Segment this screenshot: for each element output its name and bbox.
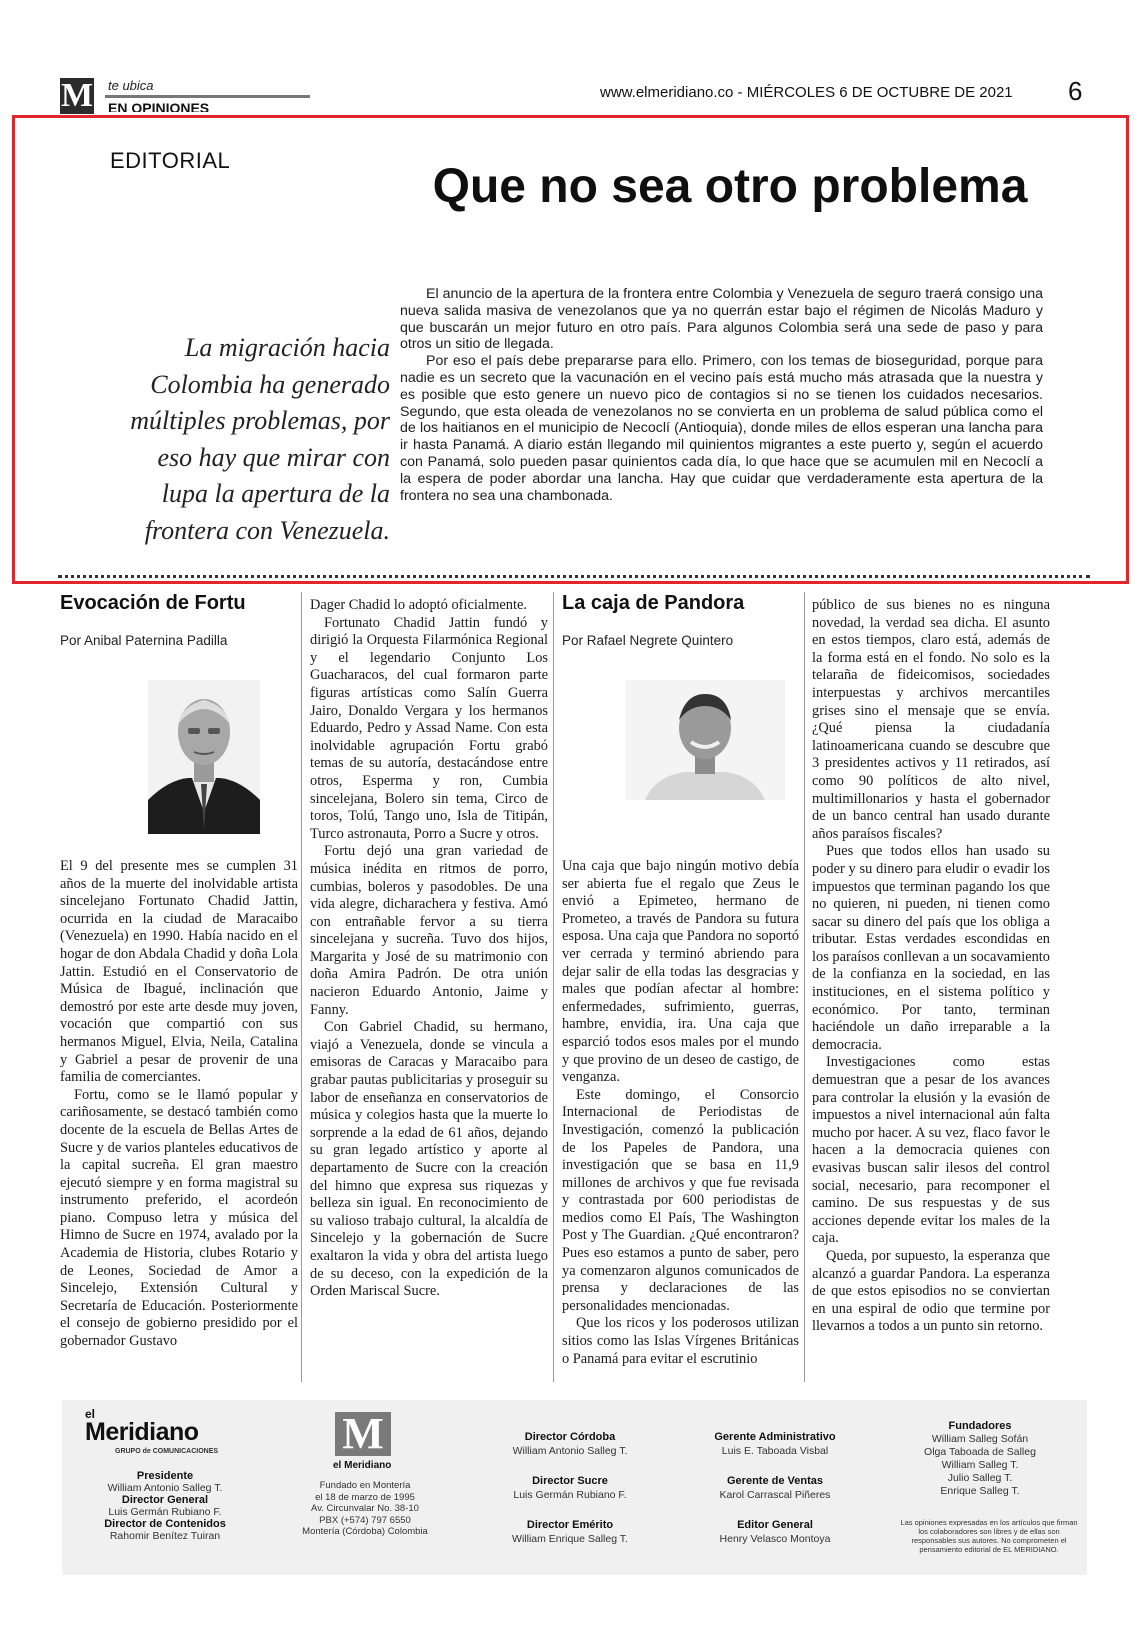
staff-block-mid bbox=[480, 1430, 660, 1546]
founding-line: Fundado en Montería bbox=[319, 1480, 411, 1491]
editorial-paragraph: El anuncio de la apertura de la frontera entre Colombia y Venezuela de seguro traerá consigo una nueva salida masiva de venezolanos que ya no querrán estar bajo el régimen de Nicolás Maduro y que buscarán un mejor futuro en otro país. Para algunos Colombia será una sede de paso y para otros un sitio de llegada. bbox=[400, 286, 1043, 353]
article-column bbox=[812, 597, 1050, 1336]
column-rule bbox=[804, 592, 805, 1382]
founder-name: Julio Salleg T. bbox=[947, 1472, 1013, 1484]
article-column bbox=[310, 597, 548, 1301]
staff-name: William Antonio Salleg T. bbox=[107, 1482, 223, 1494]
article-paragraph: Fortunato Chadid Jattin fundó y dirigió la Orquesta Filarmónica Regional y el legendario Conjunto Los Guacharacos, del cual formaron parte figuras artísticas como Salín Guerra Jairo, Donaldo Vergara y los hermanos Eduardo, Pedro y Assad Name. Con esta inolvidable agrupación Fortu grabó temas de su autoría, destacándose entre otros, Esperma y ron, Cumbia sincelejana, Bolero sin tema, Circo de toros, Tolú, Tango uno, Isla de Titipán, Turco astronauta, Porro a Sucre y otros. bbox=[310, 614, 548, 842]
meridiano-m-logo: M bbox=[335, 1412, 391, 1456]
staff-name: Rahomir Benítez Tuiran bbox=[109, 1530, 221, 1542]
article-paragraph: público de sus bienes no es ninguna novedad, la verdad sea dicha. El asunto en estos tiempos, claro está, además de la forma está en el fondo. No solo es la telaraña de fideicomisos, sociedades interpuestas y archivos mercantiles grises sino el mensaje que se envía. ¿Qué piensa la ciudadanía latinoamericana cuando se descubre que 3 presidentes activos y 11 retirados, así como 90 políticos de alto nivel, multimillonarios y hasta el gobernador de un banco central han usado durante años paraísos fiscales? bbox=[812, 597, 1050, 842]
staff-role: Director de Contenidos bbox=[104, 1518, 226, 1530]
opinion-disclaimer: Las opiniones expresadas en los artículos que firman los colaboradores son libres y de ellas son responsables sus autores. No comprometen el pensamiento editorial de EL MERIDIANO. bbox=[900, 1518, 1078, 1554]
staff-block-left bbox=[75, 1470, 255, 1542]
founding-info bbox=[300, 1480, 430, 1538]
article-column bbox=[562, 858, 799, 1368]
article-paragraph: Investigaciones como estas demuestran que a pesar de los avances para controlar la elusión y la evasión de impuestos a nivel internacional aún falta mucho por hacer. A su vez, flaco favor le hacen a la democracia quienes con evasivas buscan salir ilesos del control social, necesario, para recomponer el camino. De sus respuestas y de sus acciones depende evitar los males de la caja. bbox=[812, 1054, 1050, 1247]
staff-role: Director Córdoba bbox=[524, 1431, 616, 1443]
article-column bbox=[60, 858, 298, 1351]
article-paragraph: Pues que todos ellos han usado su poder y su dinero para eludir o evadir los impuestos que terminan pagando los que no quieren, ni pueden, ni tienen como sacar su dinero del país que los obliga a tributar. Estas verdades escondidas en los paraísos conllevan a un socavamiento de la confianza en la sociedad, en las instituciones, en el sistema político y económico. Por tanto, terminan haciéndole un daño irreparable a la democracia. bbox=[812, 843, 1050, 1053]
founding-line: Montería (Córdoba) Colombia bbox=[302, 1526, 428, 1537]
founding-line: Av. Circunvalar No. 38-10 bbox=[311, 1503, 419, 1514]
editorial-label: EDITORIAL bbox=[110, 148, 231, 173]
founder-name: Olga Taboada de Salleg bbox=[924, 1446, 1036, 1458]
staff-name: William Antonio Salleg T. bbox=[512, 1445, 628, 1457]
founding-line: PBX (+574) 797 6550 bbox=[319, 1514, 411, 1526]
staff-role: Editor General bbox=[737, 1519, 813, 1531]
newspaper-logo: M bbox=[60, 77, 94, 114]
article-paragraph: Fortu, como se le llamó popular y cariñosamente, se destacó también como docente de la escuela de Bellas Artes de Sucre y de varios planteles educativos de la capital sucreña. El gran maestro ejecutó siempre y en forma magistral su instrumento preferido, el acordeón piano. Compuso letra y música del Himno de Sucre en 1974, avalado por la Academia de Historia, clubes Rotario y de Leones, Sociedad de Amor a Sincelejo, Extensión Cultural y Secretaría de Educación. Posteriormente el consejo de gobierno presidido por el gobernador Gustavo bbox=[60, 1086, 298, 1350]
article-paragraph: Una caja que bajo ningún motivo debía ser abierta fue el regalo que Zeus le envió a Epimeteo, hermano de Prometeo, a través de Pandora su futura esposa. Una caja que Pandora no soportó ver cerrada y terminó abriendo para dejar salir de ella todas las desgracias y males que podían afectar al hombre: enfermedades, sufrimiento, guerras, hambre, envidia, ira. Una caja que esparció todos esos males por el mundo y que provino de un deseo de castigo, de venganza. bbox=[562, 858, 799, 1086]
article-title: La caja de Pandora bbox=[562, 592, 745, 614]
header-date-url: www.elmeridiano.co - MIÉRCOLES 6 DE OCTUBRE DE 2021 bbox=[600, 84, 1013, 101]
founder-name: William Salleg Sofán bbox=[931, 1433, 1029, 1445]
staff-name: Luis E. Taboada Visbal bbox=[721, 1445, 829, 1457]
section-divider bbox=[105, 95, 310, 98]
founders-block bbox=[890, 1420, 1070, 1498]
staff-name: Luis Germán Rubiano F. bbox=[513, 1489, 627, 1501]
section-prefix: te ubica bbox=[108, 78, 154, 93]
brand-prefix: el bbox=[85, 1407, 96, 1421]
editorial-title: Que no sea otro problema bbox=[432, 160, 1028, 213]
founding-line: el 18 de marzo de 1995 bbox=[315, 1491, 415, 1503]
staff-role: Gerente de Ventas bbox=[727, 1475, 823, 1487]
dotted-divider bbox=[58, 575, 1090, 578]
section-name: EN OPINIONES bbox=[108, 100, 210, 112]
staff-role: Presidente bbox=[136, 1470, 194, 1482]
article-paragraph: Queda, por supuesto, la esperanza que alcanzó a guardar Pandora. La esperanza de que estos episodios no se conviertan en una espiral de odio que termine por llevarnos a todos a un punto sin retorno. bbox=[812, 1247, 1050, 1335]
author-photo bbox=[625, 680, 785, 800]
brand-subtitle: GRUPO de COMUNICACIONES bbox=[115, 1448, 219, 1455]
article-paragraph: Que los ricos y los poderosos utilizan sitios como las Islas Vírgenes Británicas o Panamá para evitar el escrutinio bbox=[562, 1315, 799, 1367]
article-paragraph: Dager Chadid lo adoptó oficialmente. bbox=[310, 597, 527, 613]
column-rule bbox=[301, 592, 302, 1382]
editorial-paragraph: Por eso el país debe prepararse para ello. Primero, con los temas de bioseguridad, porque para nadie es un secreto que la vacunación en el vecino país está mucho más atrasada que la nuestra y es posible que esto genere un nuevo pico de contagios si no se tienen los cuidados necesarios. Segundo, que esta oleada de venezolanos no se convierta en un problema de salud pública como el de los haitianos en el municipio de Necoclí (Antioquia), donde miles de ellos esperan una lancha para ir hasta Panamá. A diario están llegando mil quinientos migrantes a este puerto y, según el acuerdo con Panamá, solo pueden pasar quinientos cada día, lo que hace que se acumulen mil en Necoclí a la espera de poder abordar una lancha. Hay que cuidar que verdaderamente esta apertura de la frontera no sea una chambonada. bbox=[400, 353, 1043, 504]
article-byline: Por Rafael Negrete Quintero bbox=[562, 633, 734, 648]
article-paragraph: Fortu dejó una gran variedad de música inédita en ritmos de porro, cumbias, boleros y pasodobles. De una vida alegre, dicharachera y festiva. Amó con entrañable fervor a su tierra sincelejana y sucreña. Tuvo dos hijos, Margarita y José de su matrimonio con doña Amira Padrón. De otra unión nacieron Eduardo Antonio, Jaime y Fanny. bbox=[310, 843, 548, 1018]
author-photo bbox=[148, 680, 260, 834]
staff-role: Director Sucre bbox=[532, 1475, 608, 1487]
founder-name: Enrique Salleg T. bbox=[940, 1485, 1020, 1497]
staff-role: Gerente Administrativo bbox=[714, 1431, 836, 1443]
staff-name: Henry Velasco Montoya bbox=[719, 1533, 831, 1545]
article-paragraph: El 9 del presente mes se cumplen 31 años de la muerte del inolvidable artista sincelejano Fortunato Chadid Jattin, ocurrida en la ciudad de Maracaibo (Venezuela) en 1990. Había nacido en el hogar de don Abdala Chadid y doña Lola Jattin. Estudió en el Conservatorio de Música de Ibagué, inclinación que demostró por este arte desde muy joven, vocación que compartió con sus hermanos Miguel, Elvia, Neila, Catalina y Gabriel a pesar de provenir de una familia de comerciantes. bbox=[60, 858, 298, 1086]
brand-name: Meridiano bbox=[85, 1418, 199, 1446]
staff-name: Karol Carrascal Piñeres bbox=[719, 1489, 831, 1501]
staff-name: William Enrique Salleg T. bbox=[512, 1533, 628, 1545]
founders-title: Fundadores bbox=[948, 1420, 1012, 1432]
article-title: Evocación de Fortu bbox=[60, 592, 246, 614]
staff-block-right bbox=[685, 1430, 865, 1546]
page-number: 6 bbox=[1068, 76, 1083, 106]
founder-name: William Salleg T. bbox=[941, 1459, 1019, 1471]
article-paragraph: Con Gabriel Chadid, su hermano, viajó a Venezuela, donde se vincula a emisoras de Caracas y Maracaibo para grabar pautas publicitarias y proseguir su labor de enseñanza en conservatorios de música y colegios hasta que la muerte lo sorprende a la edad de 61 años, dejando su gran legado artístico y aporte al departamento de Sucre con la creación del himno que expresa sus riquezas y belleza sin igual. En reconocimiento de su valioso trabajo cultural, la alcaldía de Sincelejo y la gobernación de Sucre exaltaron la vida y obra del artista luego de su deceso, con la expedición de la Orden Mariscal Sucre. bbox=[310, 1019, 548, 1300]
meridiano-logo-text: el Meridiano bbox=[333, 1460, 392, 1471]
staff-role: Director Emérito bbox=[526, 1519, 614, 1531]
staff-role: Director General bbox=[121, 1494, 209, 1506]
article-paragraph: Este domingo, el Consorcio Internacional de Periodistas de Investigación, comenzó la publicación de los Papeles de Pandora, una investigación que se basa en 11,9 millones de archivos y que fue revisada y contrastada por 600 periodistas de medios como El País, The Washington Post y The Guardian. ¿Qué encontraron? Pues eso estamos a punto de saber, pero ya comenzaron algunos comunicados de prensa y declaraciones de las personalidades mencionadas. bbox=[562, 1086, 799, 1314]
article-byline: Por Anibal Paternina Padilla bbox=[60, 633, 228, 648]
editorial-pullquote: La migración hacia Colombia ha generado múltiples problemas, por eso hay que mirar con lupa la apertura de la frontera con Venezuela. bbox=[130, 333, 390, 545]
staff-name: Luis Germán Rubiano F. bbox=[108, 1506, 222, 1518]
editorial-body bbox=[400, 286, 1043, 504]
column-rule bbox=[553, 592, 554, 1382]
